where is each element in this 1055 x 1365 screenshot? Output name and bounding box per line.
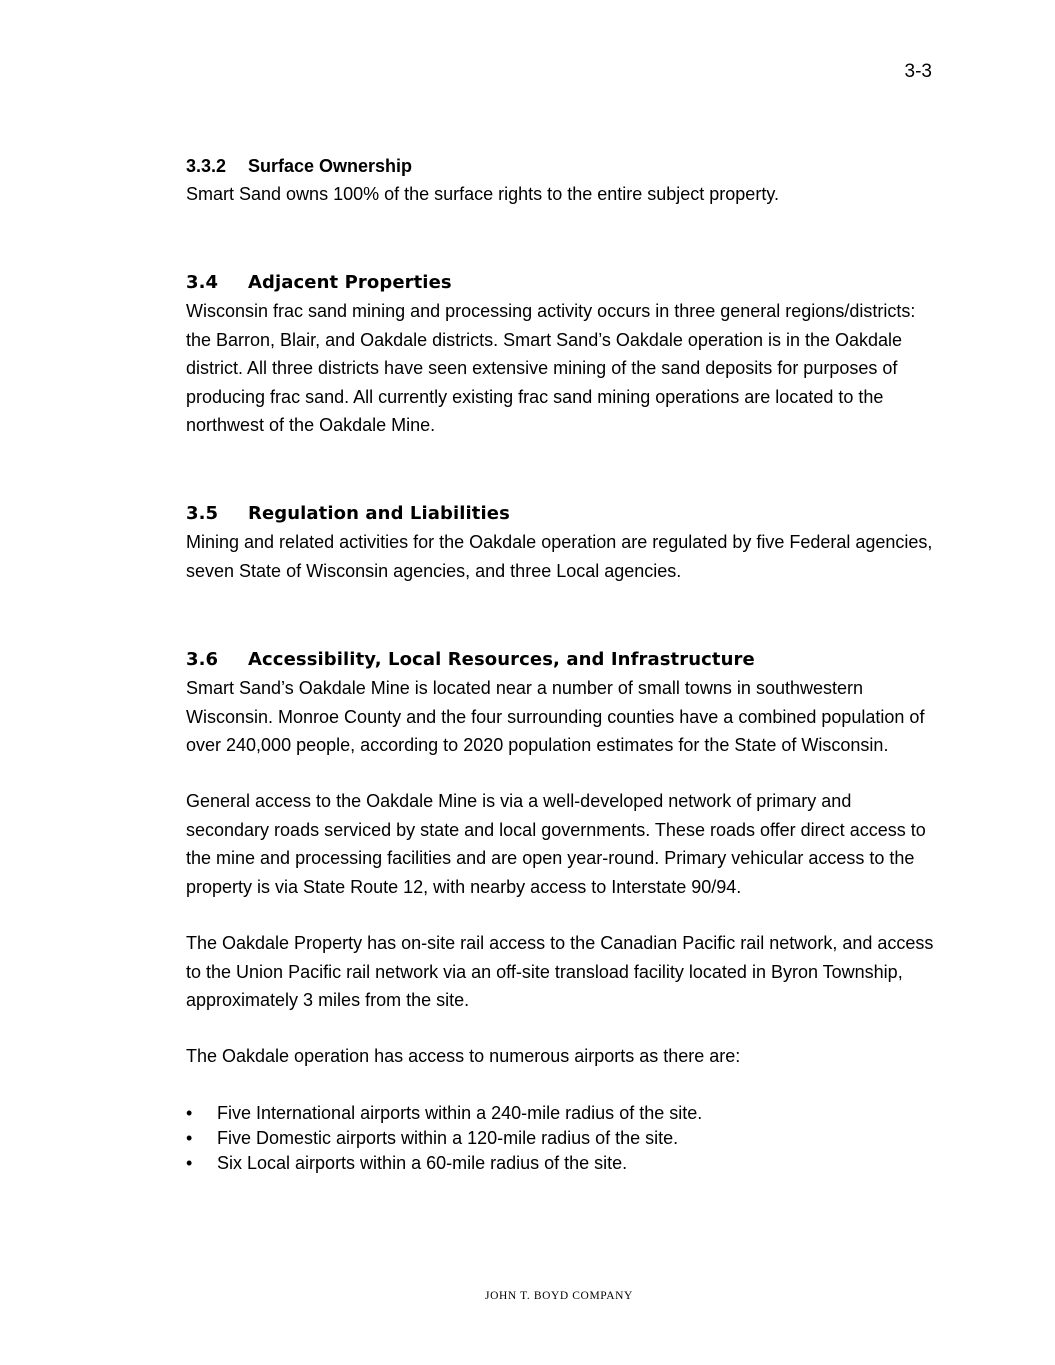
list-item: • Six Local airports within a 60-mile radius of the site. (186, 1151, 936, 1176)
section-number: 3.4 (186, 272, 219, 294)
paragraph: General access to the Oakdale Mine is via a well-developed network of primary and secondary roads serviced by state and local governments. These roads offer direct access to the mine and processing facilities and are open year-round. Primary vehicular access to the property is via State Route 12, with nearby access to Interstate 90/94. (186, 791, 926, 897)
section-heading-3-3-2 (186, 155, 936, 177)
section-number: 3.5 (186, 503, 219, 525)
section-title: Surface Ownership (248, 156, 413, 176)
footer-company-name: JOHN T. BOYD COMPANY (485, 1290, 633, 1302)
paragraph: Wisconsin frac sand mining and processing activity occurs in three general regions/districts: the Barron, Blair, and Oakdale districts. Smart Sand’s Oakdale operation is in the Oakdale district. All three districts have seen extensive mining of the sand deposits for purposes of producing frac sand. All currently existing frac sand mining operations are located to the northwest of the Oakdale Mine. (186, 301, 916, 436)
paragraph: Smart Sand’s Oakdale Mine is located near a number of small towns in southwestern Wisconsin. Monroe County and the four surrounding counties have a combined population of over 240,000 people, according to 2020 population estimates for the State of Wisconsin. (186, 678, 925, 756)
paragraph: The Oakdale operation has access to numerous airports as there are: (186, 1046, 741, 1067)
list-item: • Five Domestic airports within a 120-mile radius of the site. (186, 1126, 936, 1151)
document-body (186, 155, 936, 1176)
airport-list (186, 1101, 936, 1176)
section-heading-3-4 (186, 272, 936, 294)
paragraph: Smart Sand owns 100% of the surface rights to the entire subject property. (186, 184, 779, 204)
section-title: Regulation and Liabilities (248, 503, 510, 525)
page-number: 3-3 (904, 61, 932, 82)
section-number: 3.3.2 (186, 156, 227, 176)
bullet-icon: • (186, 1102, 193, 1123)
paragraph: Mining and related activities for the Oakdale operation are regulated by five Federal agencies, seven State of Wisconsin agencies, and three Local agencies. (186, 532, 933, 581)
list-item: • Five International airports within a 240-mile radius of the site. (186, 1101, 936, 1126)
section-title: Adjacent Properties (248, 272, 452, 294)
paragraph: The Oakdale Property has on-site rail access to the Canadian Pacific rail network, and access to the Union Pacific rail network via an off-site transload facility located in Byron Township, approximately 3 miles from the site. (186, 933, 934, 1010)
bullet-icon: • (186, 1127, 193, 1148)
section-heading-3-5 (186, 503, 936, 525)
section-title: Accessibility, Local Resources, and Infrastructure (248, 649, 755, 671)
section-number: 3.6 (186, 649, 219, 671)
bullet-icon: • (186, 1152, 193, 1173)
section-heading-3-6 (186, 649, 936, 671)
